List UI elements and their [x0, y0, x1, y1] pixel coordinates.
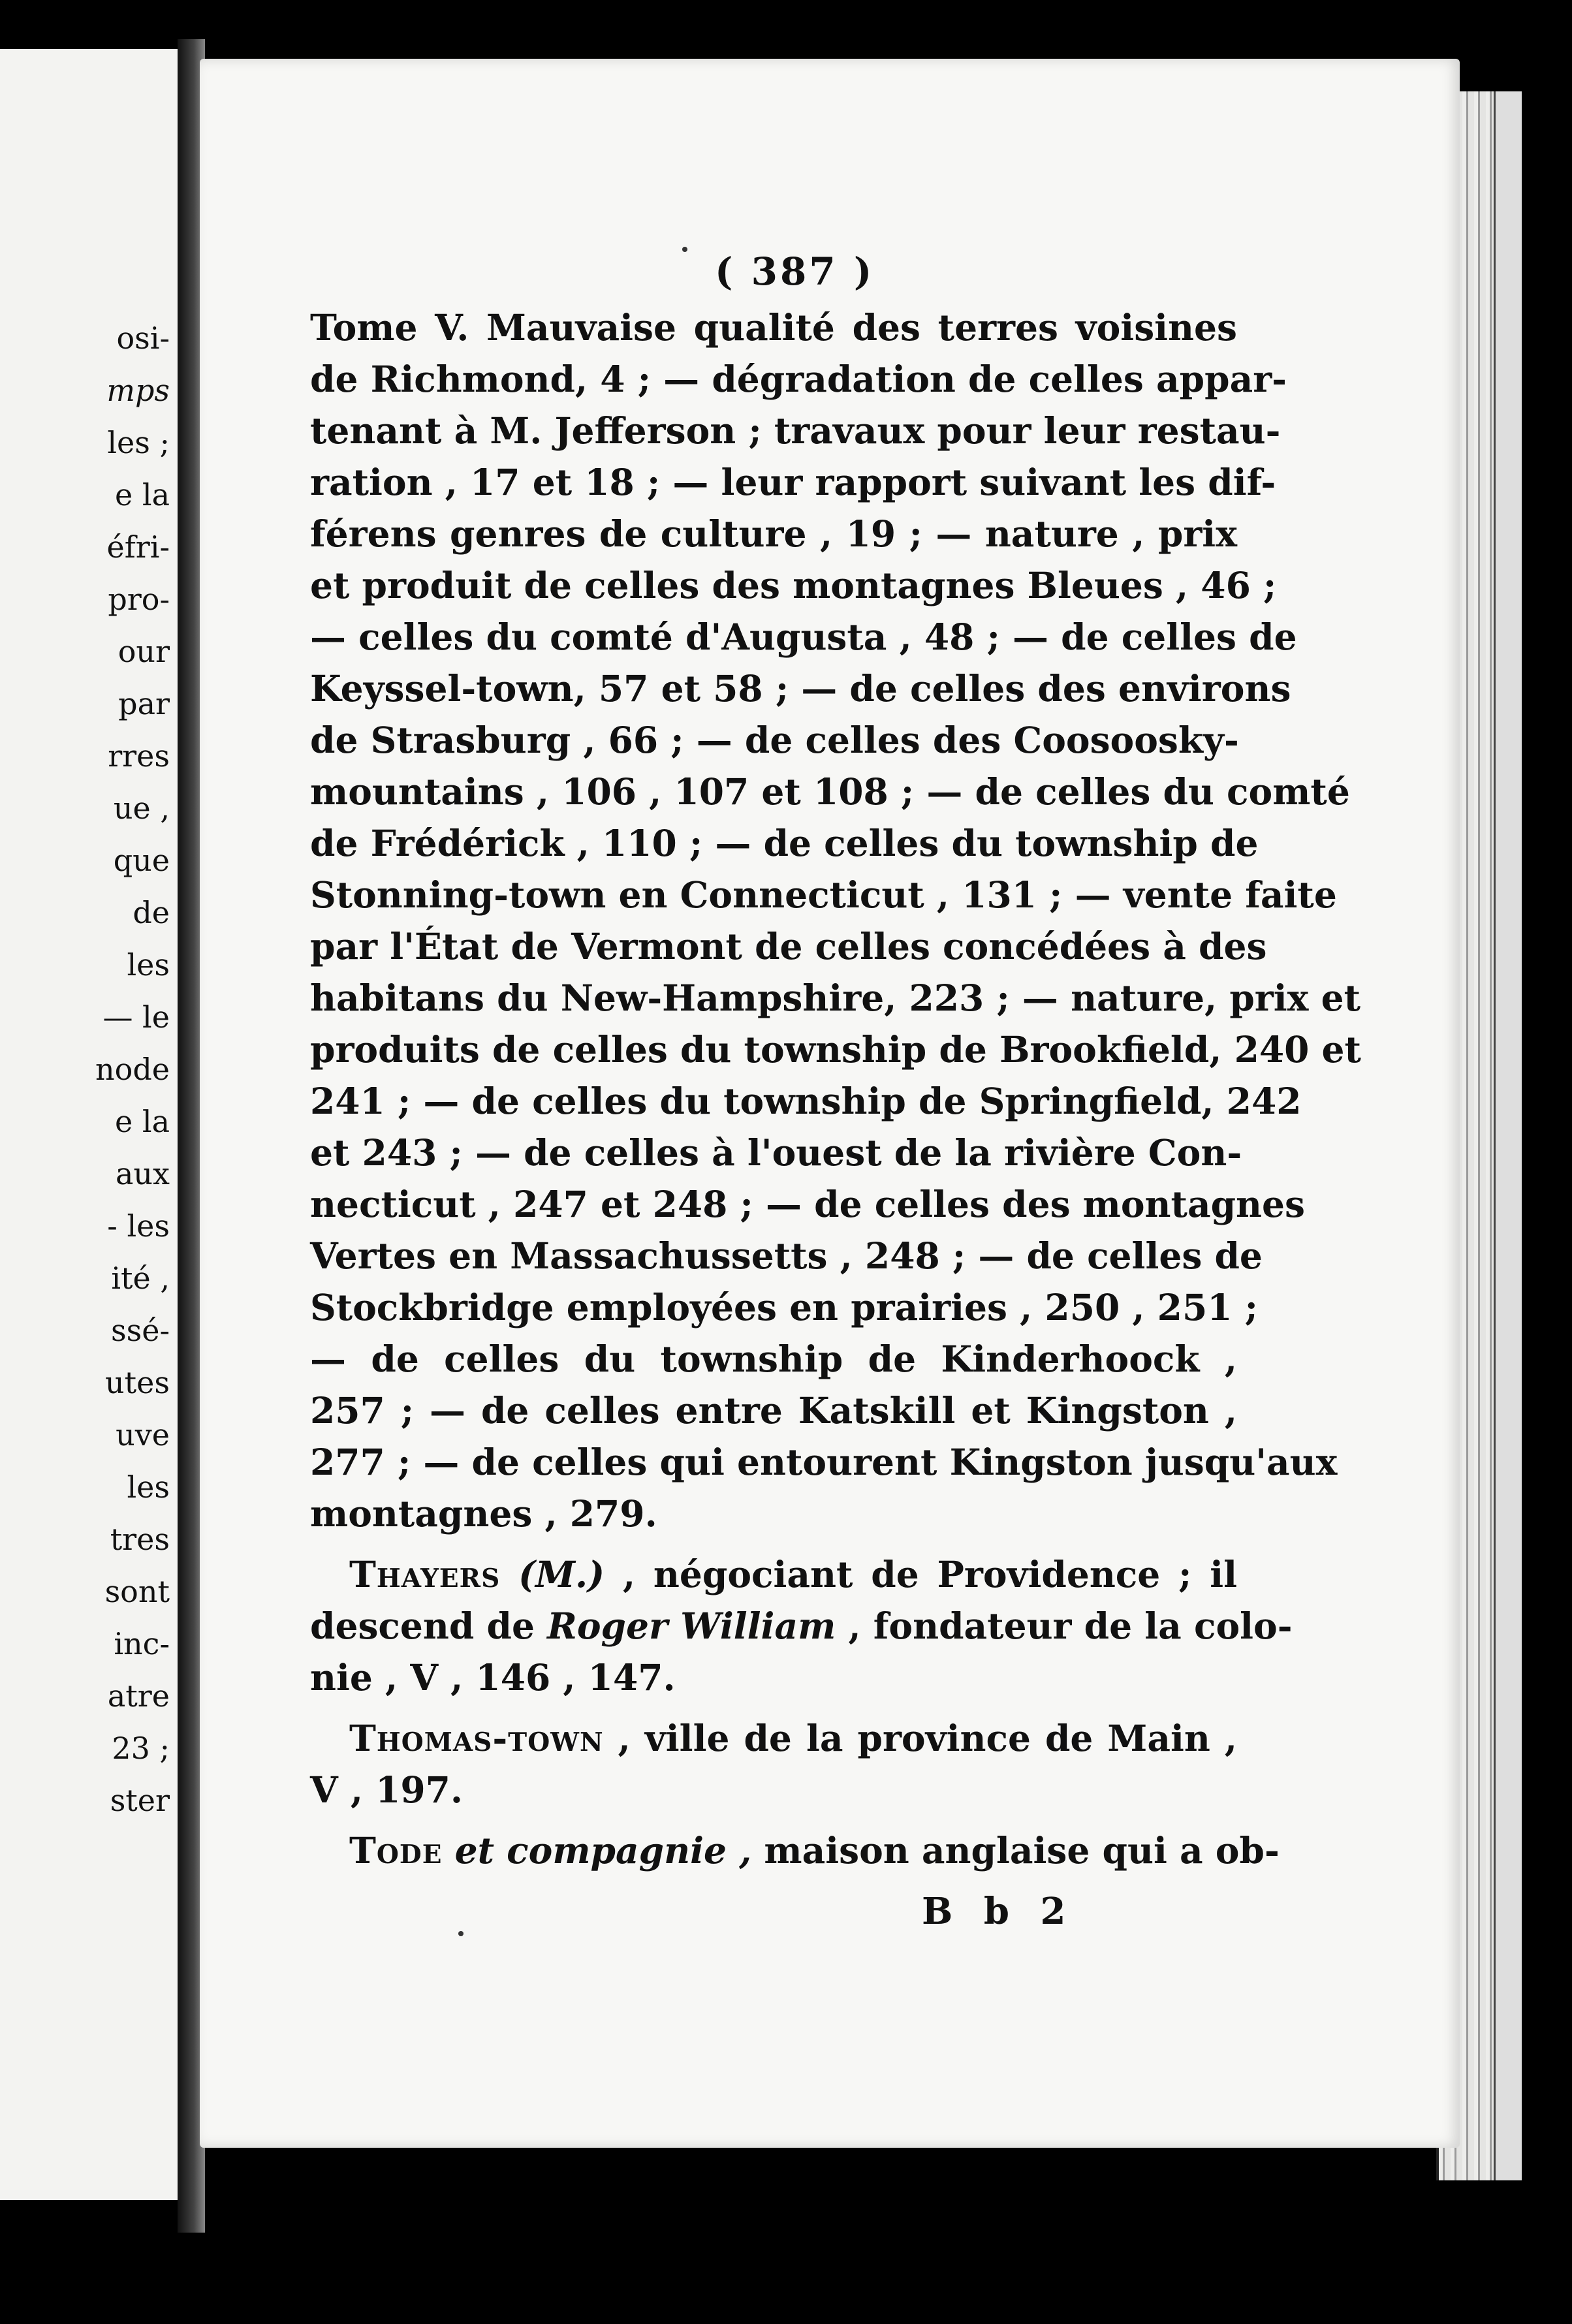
- text-line: mountains , 106 , 107 et 108 ; — de celles du comté: [310, 770, 1350, 813]
- entry-title: (M.): [518, 1553, 605, 1595]
- left-page-line: utes: [105, 1365, 170, 1400]
- entry-text: descend de: [310, 1605, 535, 1647]
- text-line: necticut , 247 et 248 ; — de celles des montagnes: [310, 1183, 1305, 1225]
- text-line: Vertes en Massachussetts , 248 ; — de celles de: [310, 1234, 1263, 1277]
- paragraph-gap: [310, 1539, 1237, 1548]
- entry-name: Tode: [349, 1829, 443, 1872]
- ink-speck: [682, 247, 687, 252]
- left-page-line: inc-: [114, 1626, 170, 1661]
- left-page-line: — le: [102, 999, 170, 1035]
- text-line: et produit de celles des montagnes Bleues , 46 ;: [310, 564, 1277, 606]
- text-line: de Strasburg , 66 ; — de celles des Coosoosky-: [310, 719, 1239, 761]
- text-line: de Richmond, 4 ; — dégradation de celles appar-: [310, 358, 1287, 400]
- text-line: par l'État de Vermont de celles concédées à des: [310, 925, 1267, 967]
- left-page-line: - les: [107, 1208, 170, 1244]
- left-page-line: les ;: [107, 425, 170, 460]
- left-page-line: osi-: [116, 321, 170, 356]
- left-page-line: node: [95, 1052, 170, 1087]
- text-line: Tome V. Mauvaise qualité des terres voisines: [310, 306, 1237, 349]
- text-line: montagnes , 279.: [310, 1492, 657, 1535]
- entry-text: maison anglaise qui a ob-: [764, 1829, 1280, 1872]
- text-line: de Frédérick , 110 ; — de celles du township de: [310, 822, 1259, 864]
- text-line: — celles du comté d'Augusta , 48 ; — de celles de: [310, 616, 1297, 658]
- left-page-line: les: [127, 947, 170, 982]
- left-page-line: ité ,: [111, 1261, 170, 1296]
- ink-speck: [458, 1931, 464, 1936]
- text-line: Stockbridge employées en prairies , 250 , 251 ;: [310, 1286, 1258, 1328]
- entry-thayers: [310, 1548, 1237, 1600]
- left-page-line: les: [127, 1469, 170, 1505]
- left-page-line: aux: [116, 1156, 170, 1191]
- left-page-line: mps: [106, 373, 170, 408]
- left-page-line: par: [118, 686, 170, 721]
- left-page-line: éfri-: [106, 529, 170, 565]
- entry-thomas-town: [310, 1712, 1237, 1764]
- text-line: Stonning-town en Connecticut , 131 ; — vente faite: [310, 873, 1337, 916]
- text-line: tenant à M. Jefferson ; travaux pour leur restau-: [310, 409, 1281, 452]
- text-line: nie , V , 146 , 147.: [310, 1656, 676, 1699]
- left-page-line: ssé-: [111, 1313, 170, 1348]
- entry-italic-name: Roger William: [547, 1605, 836, 1647]
- book-cover-edge: [1494, 91, 1522, 2180]
- text-line: et 243 ; — de celles à l'ouest de la rivière Con-: [310, 1131, 1242, 1174]
- text-line: produits de celles du township de Brookfield, 240 et: [310, 1028, 1361, 1071]
- previous-page-fragment: [0, 49, 181, 2200]
- text-line: — de celles du township de Kinderhoock ,: [310, 1338, 1237, 1380]
- text-line: ration , 17 et 18 ; — leur rapport suivant les dif-: [310, 461, 1276, 503]
- left-page-line: uve: [116, 1417, 170, 1452]
- entry-name: Thomas-town: [349, 1717, 604, 1759]
- text-line: habitans du New-Hampshire, 223 ; — nature, prix et: [310, 977, 1361, 1019]
- entry-text: , fondateur de la colo-: [848, 1605, 1293, 1647]
- left-page-line: pro-: [108, 582, 170, 617]
- signature-mark: B b 2: [922, 1890, 1075, 1933]
- left-page-line: e la: [115, 477, 170, 512]
- text-line: férens genres de culture , 19 ; — nature , prix: [310, 512, 1237, 555]
- left-page-line: atre: [107, 1678, 170, 1714]
- entry-text: , négociant de Providence ; il: [622, 1553, 1237, 1595]
- text-line: Keyssel-town, 57 et 58 ; — de celles des environs: [310, 667, 1291, 710]
- entry-name: Thayers: [349, 1553, 501, 1595]
- paragraph-gap: [310, 1815, 1237, 1825]
- entry-italic-text: et compagnie ,: [454, 1829, 752, 1872]
- left-page-line: e la: [115, 1104, 170, 1139]
- left-page-line: 23 ;: [112, 1731, 170, 1766]
- text-line: 257 ; — de celles entre Katskill et Kingston ,: [310, 1389, 1237, 1432]
- entry-tode: [310, 1825, 1280, 1876]
- text-line: [310, 1600, 1293, 1652]
- index-text-block: [310, 302, 1361, 1876]
- entry-text: , ville de la province de Main ,: [618, 1717, 1237, 1759]
- paragraph-gap: [310, 1703, 1237, 1712]
- text-line: 277 ; — de celles qui entourent Kingston jusqu'aux: [310, 1441, 1338, 1483]
- left-page-line: de: [133, 895, 170, 930]
- left-page-line: tres: [110, 1522, 170, 1557]
- left-page-line: ster: [110, 1783, 170, 1818]
- left-page-line: rres: [108, 738, 170, 774]
- text-line: V , 197.: [310, 1768, 464, 1811]
- page-number: ( 387 ): [715, 249, 875, 294]
- left-page-line: our: [118, 634, 170, 669]
- left-page-line: que: [113, 843, 170, 878]
- text-line: 241 ; — de celles du township de Springfield, 242: [310, 1080, 1302, 1122]
- left-page-line: ue ,: [113, 791, 170, 826]
- left-page-line: sont: [104, 1574, 170, 1609]
